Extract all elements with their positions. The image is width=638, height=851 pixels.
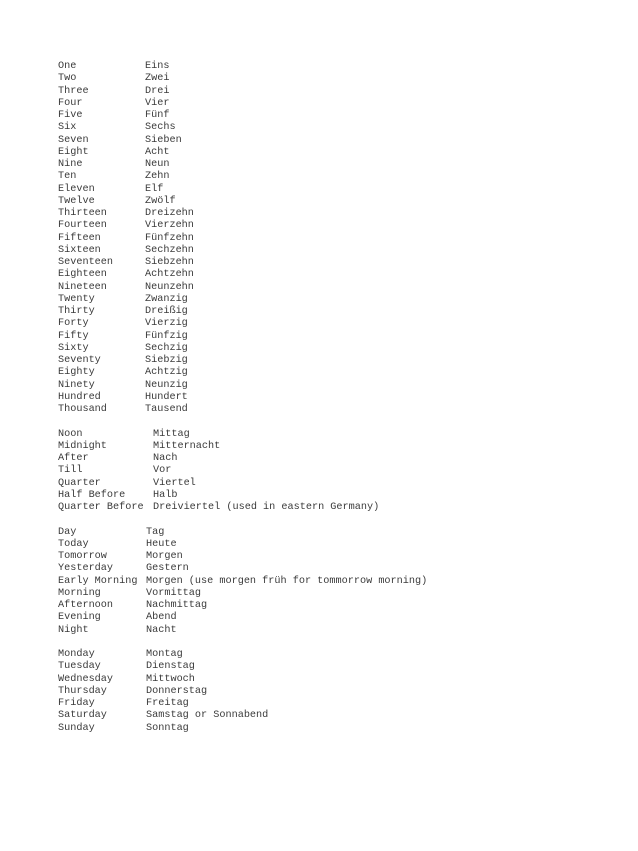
english-word: Hundred	[58, 391, 101, 403]
vocab-row	[58, 282, 618, 294]
english-word: Eight	[58, 146, 89, 158]
german-word: Achtzig	[145, 367, 188, 379]
german-word: Zwei	[145, 73, 170, 85]
german-word: Dreißig	[145, 306, 188, 317]
vocab-row	[58, 318, 618, 330]
vocab-row	[58, 392, 618, 404]
german-word: Abend	[146, 612, 177, 624]
english-word: Fourteen	[58, 220, 107, 232]
english-word: Saturday	[58, 710, 107, 722]
english-word: One	[58, 61, 77, 72]
english-word: Today	[58, 538, 89, 550]
german-word: Halb	[153, 489, 178, 501]
english-word: Early Morning	[58, 575, 138, 587]
english-word: Thirteen	[58, 208, 107, 219]
german-word: Neunzehn	[145, 281, 194, 293]
vocab-row	[58, 465, 618, 477]
german-word: Sechs	[145, 122, 176, 134]
vocab-row	[58, 159, 618, 171]
german-word: Siebzehn	[145, 257, 194, 268]
vocab-row	[58, 86, 618, 98]
german-word: Morgen (use morgen früh for tommorrow morning)	[146, 575, 428, 587]
german-word: Vierzig	[145, 318, 188, 330]
german-word: Freitag	[146, 698, 189, 709]
vocab-row	[58, 404, 618, 416]
german-word: Zwanzig	[145, 293, 188, 305]
times-section	[58, 429, 618, 515]
vocab-row	[58, 110, 618, 122]
vocab-row	[58, 135, 618, 147]
vocab-row	[58, 147, 618, 159]
english-word: Yesterday	[58, 563, 114, 575]
english-word: Midnight	[58, 440, 107, 452]
german-word: Tag	[146, 526, 165, 538]
vocab-row	[58, 649, 618, 661]
german-word: Elf	[145, 183, 164, 195]
english-word: Tuesday	[58, 661, 101, 673]
vocab-row	[58, 502, 618, 514]
english-word: Day	[58, 526, 77, 538]
vocab-row	[58, 171, 618, 183]
german-word: Sieben	[145, 134, 182, 146]
english-word: Monday	[58, 649, 95, 660]
vocab-row	[58, 73, 618, 85]
vocab-row	[58, 331, 618, 343]
english-word: Thousand	[58, 404, 107, 415]
english-word: Nine	[58, 159, 83, 170]
vocab-row	[58, 490, 618, 502]
english-word: Quarter Before	[58, 502, 144, 513]
english-word: Fifty	[58, 330, 89, 342]
vocab-row	[58, 600, 618, 612]
german-word: Sechzig	[145, 342, 188, 354]
vocab-row	[58, 563, 618, 575]
vocab-row	[58, 196, 618, 208]
english-word: Eighteen	[58, 269, 107, 281]
vocab-row	[58, 527, 618, 539]
vocab-row	[58, 294, 618, 306]
vocab-row	[58, 343, 618, 355]
english-word: Half Before	[58, 489, 126, 501]
german-word: Vormittag	[146, 587, 202, 599]
german-word: Dienstag	[146, 661, 195, 673]
english-word: Four	[58, 97, 83, 109]
english-word: Thirty	[58, 306, 95, 317]
german-word: Donnerstag	[146, 685, 208, 697]
vocab-row	[58, 429, 618, 441]
english-word: Sunday	[58, 722, 95, 734]
german-word: Siebzig	[145, 355, 188, 366]
vocab-row	[58, 122, 618, 134]
german-word: Viertel	[153, 477, 196, 489]
vocab-row	[58, 367, 618, 379]
english-word: Fifteen	[58, 232, 101, 244]
english-word: Wednesday	[58, 673, 114, 685]
vocab-row	[58, 539, 618, 551]
vocab-row	[58, 625, 618, 637]
german-word: Neun	[145, 159, 170, 170]
english-word: Seven	[58, 134, 89, 146]
vocab-row	[58, 723, 618, 735]
vocab-row	[58, 306, 618, 318]
vocab-row	[58, 233, 618, 245]
german-word: Zehn	[145, 171, 170, 183]
german-word: Drei	[145, 85, 170, 97]
english-word: Evening	[58, 612, 101, 624]
vocab-row	[58, 551, 618, 563]
german-word: Fünfzig	[145, 330, 188, 342]
german-word: Sonntag	[146, 722, 189, 734]
german-word: Vierzehn	[145, 220, 194, 232]
english-word: Seventeen	[58, 257, 114, 268]
german-word: Fünf	[145, 110, 170, 121]
vocab-row	[58, 257, 618, 269]
vocab-row	[58, 686, 618, 698]
english-word: Sixteen	[58, 244, 101, 256]
english-word: Forty	[58, 318, 89, 330]
german-word: Nachmittag	[146, 600, 208, 611]
vocab-row	[58, 710, 618, 722]
german-word: Fünfzehn	[145, 232, 194, 244]
english-word: Quarter	[58, 477, 101, 489]
english-word: Till	[58, 465, 83, 477]
vocab-row	[58, 380, 618, 392]
english-word: Afternoon	[58, 600, 114, 611]
vocab-row	[58, 269, 618, 281]
vocab-row	[58, 674, 618, 686]
vocab-row	[58, 453, 618, 465]
english-word: Tomorrow	[58, 551, 107, 562]
german-word: Heute	[146, 538, 177, 550]
german-word: Zwölf	[145, 195, 176, 207]
vocab-row	[58, 184, 618, 196]
german-word: Mittag	[153, 428, 190, 440]
english-word: Ninety	[58, 379, 95, 391]
german-word: Vier	[145, 97, 170, 109]
vocabulary-document	[58, 61, 618, 735]
german-word: Dreizehn	[145, 208, 194, 219]
english-word: Thursday	[58, 685, 107, 697]
german-word: Dreiviertel (used in eastern Germany)	[153, 502, 380, 513]
english-word: Five	[58, 110, 83, 121]
vocab-row	[58, 478, 618, 490]
german-word: Nach	[153, 453, 178, 464]
english-word: Morning	[58, 587, 101, 599]
english-word: Twenty	[58, 293, 95, 305]
vocab-row	[58, 576, 618, 588]
english-word: Ten	[58, 171, 77, 183]
vocab-row	[58, 208, 618, 220]
vocab-row	[58, 61, 618, 73]
vocab-row	[58, 612, 618, 624]
german-word: Samstag or Sonnabend	[146, 710, 269, 722]
vocab-row	[58, 588, 618, 600]
english-word: Noon	[58, 428, 83, 440]
german-word: Vor	[153, 465, 172, 477]
numbers-section	[58, 61, 618, 416]
german-word: Achtzehn	[145, 269, 194, 281]
english-word: Three	[58, 85, 89, 97]
german-word: Gestern	[146, 563, 189, 575]
english-word: Six	[58, 122, 77, 134]
vocab-row	[58, 661, 618, 673]
vocab-row	[58, 441, 618, 453]
german-word: Mitternacht	[153, 440, 221, 452]
english-word: Eighty	[58, 367, 95, 379]
english-word: Seventy	[58, 355, 101, 366]
german-word: Sechzehn	[145, 244, 194, 256]
german-word: Acht	[145, 146, 170, 158]
german-word: Eins	[145, 61, 170, 72]
english-word: Twelve	[58, 195, 95, 207]
weekdays-section	[58, 649, 618, 735]
german-word: Neunzig	[145, 379, 188, 391]
vocab-row	[58, 355, 618, 367]
english-word: Sixty	[58, 342, 89, 354]
german-word: Tausend	[145, 404, 188, 415]
vocab-row	[58, 220, 618, 232]
vocab-row	[58, 245, 618, 257]
german-word: Hundert	[145, 391, 188, 403]
english-word: Two	[58, 73, 77, 85]
english-word: Eleven	[58, 183, 95, 195]
german-word: Mittwoch	[146, 673, 195, 685]
english-word: Friday	[58, 698, 95, 709]
german-word: Morgen	[146, 551, 183, 562]
german-word: Montag	[146, 649, 183, 660]
vocab-row	[58, 698, 618, 710]
days-section	[58, 527, 618, 637]
english-word: Nineteen	[58, 281, 107, 293]
english-word: After	[58, 453, 89, 464]
german-word: Nacht	[146, 624, 177, 636]
vocab-row	[58, 98, 618, 110]
english-word: Night	[58, 624, 89, 636]
